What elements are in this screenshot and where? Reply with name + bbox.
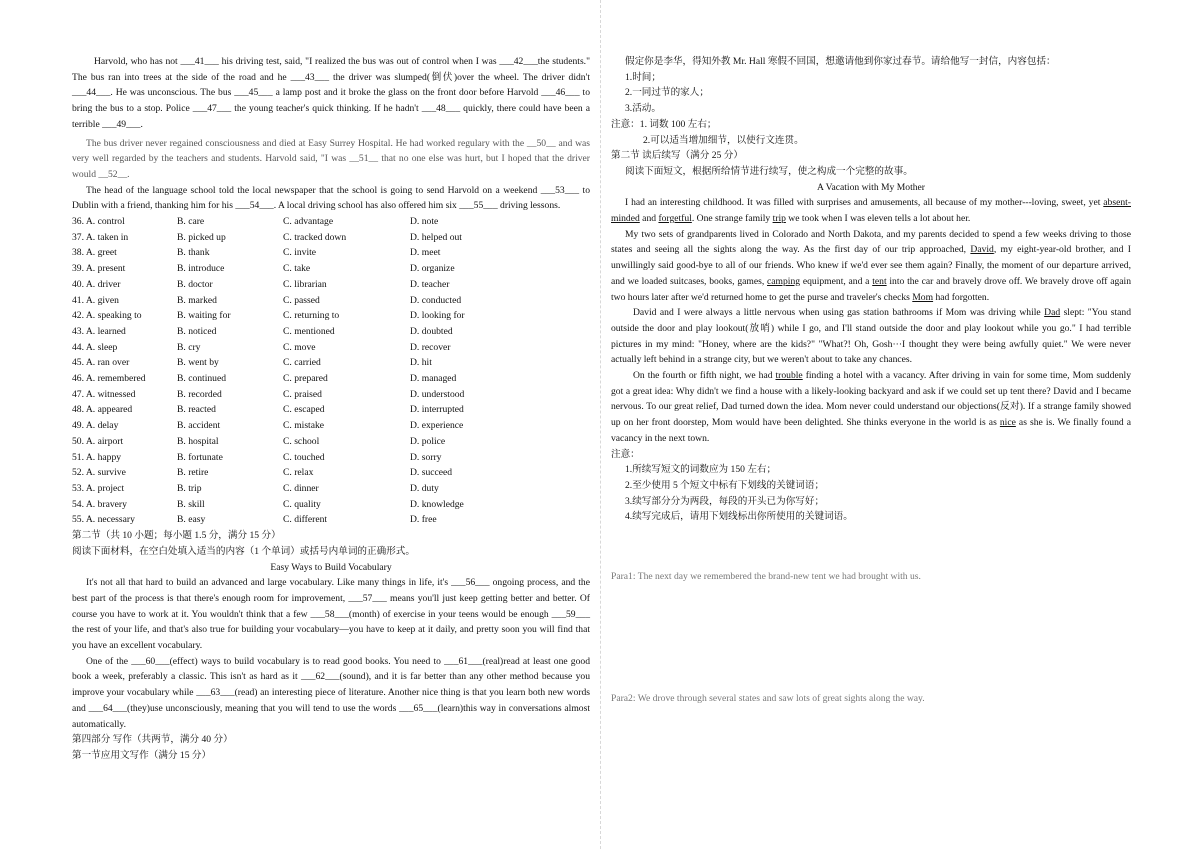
option-row xyxy=(72,418,590,434)
notes-heading: 注意： xyxy=(611,448,640,460)
text-run: as she is. We finally found a vacancy in the next town. xyxy=(611,417,1131,444)
option-cell: C. invite xyxy=(283,247,317,259)
text-run: had forgotten. xyxy=(933,291,990,303)
cloze-paragraph-1: Harvold, who has not ___41___ his driving test, said, "I realized the bus was out of control when I was ___42___the students." The bus ran into trees at the side of the road and he ___43___ the driver was slumped(倒伏)over the wheel. The driver didn't ___44___. He was unconscious. The bus ___45___ a lamp post and it broke the glass on the front door before Harvold ___46___ to bring the bus to a stop. Police ___47___ the young teacher's quick thinking. If he hadn't ___48___ quickly, there could have been a terrible ___49___. xyxy=(72,56,590,130)
section2-heading: 第二节（共 10 小题；每小题 1.5 分，满分 15 分） xyxy=(72,530,281,542)
option-cell: C. passed xyxy=(283,294,320,306)
option-cell: D. knowledge xyxy=(410,498,464,510)
keyword-nice: nice xyxy=(999,417,1016,429)
option-cell: B. retire xyxy=(177,467,209,479)
cloze-options-table xyxy=(72,214,590,528)
keyword-dad: Dad xyxy=(1044,307,1061,319)
option-cell: 36. A. control xyxy=(72,216,125,228)
keyword-trouble: trouble xyxy=(775,370,803,382)
option-cell: 52. A. survive xyxy=(72,467,126,479)
option-cell: C. praised xyxy=(283,388,322,400)
part4-heading: 第四部分 写作（共两节，满分 40 分） xyxy=(72,734,233,746)
option-cell: C. move xyxy=(283,341,316,353)
option-row xyxy=(72,450,590,466)
option-row xyxy=(72,387,590,403)
option-cell: C. touched xyxy=(283,451,325,463)
text-run: finding a hotel with a vacancy. After driving in vain for some time, Mom suddenly got a great idea: Why didn't we find a house with a likely-looking backyard and ask if we could set up tent there? David and I became nervous. To our great relief, Dad turned down the idea. Mom never could understand our objections(反对). If a strange family showed up on her front doorstep, Mom would have been delighted. She thinks everyone in the world is as xyxy=(611,370,1131,429)
option-row xyxy=(72,308,590,324)
option-cell: 43. A. learned xyxy=(72,325,126,337)
option-cell: D. recover xyxy=(410,341,451,353)
text-run: into the car and bravely drove off. We bravely drove off again two hours later after we'd returned home to get the purse and traveler's checks xyxy=(611,275,1131,303)
option-cell: D. succeed xyxy=(410,467,453,479)
text-run: , my eight-year-old brother, and I unwillingly said good-bye to all of our friends. Who knew if we'd ever see them again? Finally, the moment of our departure arrived, and we loaded suitcases, books, games, xyxy=(611,244,1131,287)
story-title: A Vacation with My Mother xyxy=(816,181,925,193)
letter-prompt: 假定你是李华，得知外教 Mr. Hall 寒假不回国，想邀请他到你家过春节。请给他写一封信，内容包括： xyxy=(625,56,1056,67)
option-cell: 48. A. appeared xyxy=(72,404,133,416)
cloze-paragraph-2: The bus driver never regained consciousness and died at Easy Surrey Hospital. He had worked regulary with the __50__ and was very well regarded by the teachers and students. Harvold said, "I was __51__ that no one else was hurt, but I hoped that the driver would __52__. xyxy=(72,137,590,180)
option-cell: 49. A. delay xyxy=(72,420,119,432)
option-cell: C. prepared xyxy=(283,373,328,385)
section2-instructions: 阅读下面材料，在空白处填入适当的内容（1 个单词）或括号内单词的正确形式。 xyxy=(72,545,415,557)
option-cell: B. trip xyxy=(177,482,202,494)
para1-starter: Para1: The next day we remembered the brand-new tent we had brought with us. xyxy=(611,571,921,583)
option-cell: 54. A. bravery xyxy=(72,498,127,510)
option-row xyxy=(72,402,590,418)
vocab-paragraph-2: One of the ___60___(effect) ways to build vocabulary is to read good books. You need to ___61___(real)read at least one good book a week, preferably a classic. This isn't as hard as it ___62___(sound), and it is far better than any other method because you improve your vocabulary while ___63___(read) an interesting piece of literature. Another nice thing is that you learn both new words and ___64___(they)use unconsciously, meaning that you will tend to use the words ___65___(learn)this way in conversations almost automatically. xyxy=(72,655,590,730)
option-cell: B. introduce xyxy=(177,263,225,275)
option-cell: B. easy xyxy=(177,514,206,526)
text-run: On the fourth or fifth night, we had xyxy=(633,370,776,382)
option-cell: B. fortunate xyxy=(177,451,223,463)
option-cell: D. doubted xyxy=(410,325,453,337)
option-cell: C. quality xyxy=(283,498,321,510)
note-item-3: 3.续写部分分为两段，每段的开头已为你写好； xyxy=(625,495,825,507)
text-run: equipment, and a xyxy=(800,275,873,287)
story-paragraph-1 xyxy=(611,195,1131,226)
option-cell: B. went by xyxy=(177,357,219,369)
option-cell: B. reacted xyxy=(177,404,216,416)
note-word-count: 注意：1. 词数 100 左右； xyxy=(611,118,717,130)
option-cell: D. teacher xyxy=(410,278,450,290)
option-cell: 53. A. project xyxy=(72,482,125,494)
cloze-paragraph-3: The head of the language school told the local newspaper that the school is going to send Harvold on a weekend ___53___ to Dublin with a friend, thanking him for his ___54___. A local driving school has also offered him six ___55___ driving lessons. xyxy=(72,184,590,212)
option-cell: C. returning to xyxy=(283,310,340,322)
keyword-mom: Mom xyxy=(912,291,934,303)
option-cell: D. meet xyxy=(410,247,441,259)
option-cell: B. noticed xyxy=(177,325,217,337)
option-cell: D. managed xyxy=(410,373,457,385)
option-cell: B. cry xyxy=(177,341,201,353)
option-cell: D. looking for xyxy=(410,310,465,322)
option-cell: D. experience xyxy=(410,420,464,432)
option-cell: D. police xyxy=(410,435,446,447)
note-details: 2.可以适当增加细节，以使行文连贯。 xyxy=(643,134,804,146)
option-row xyxy=(72,230,590,246)
option-cell: D. helped out xyxy=(410,231,462,243)
keyword-tent: tent xyxy=(872,275,887,287)
option-cell: C. advantage xyxy=(283,216,334,228)
option-row xyxy=(72,324,590,340)
option-cell: B. skill xyxy=(177,498,205,510)
keyword-david: David xyxy=(970,244,994,256)
option-cell: 41. A. given xyxy=(72,294,119,306)
story-paragraph-3 xyxy=(611,305,1131,368)
option-cell: D. note xyxy=(410,216,439,228)
vocab-article-title: Easy Ways to Build Vocabulary xyxy=(270,561,392,573)
option-cell: C. take xyxy=(283,263,311,275)
option-cell: 51. A. happy xyxy=(72,451,122,463)
option-cell: D. understood xyxy=(410,388,465,400)
option-cell: 38. A. greet xyxy=(72,247,117,259)
option-cell: C. relax xyxy=(283,467,314,479)
note-item-1: 1.所续写短文的词数应为 150 左右； xyxy=(625,464,777,476)
option-row xyxy=(72,434,590,450)
option-cell: C. different xyxy=(283,514,328,526)
prompt-item-1: 1.时间； xyxy=(625,71,661,83)
option-cell: B. accident xyxy=(177,420,221,432)
option-cell: D. sorry xyxy=(410,451,442,463)
note-item-2: 2.至少使用 5 个短文中标有下划线的关键词语； xyxy=(625,479,825,491)
option-cell: 55. A. necessary xyxy=(72,514,135,526)
option-cell: B. care xyxy=(177,216,205,228)
text-run: David and I were always a little nervous when using gas station bathrooms if Mom was driving while xyxy=(633,307,1045,319)
option-cell: 45. A. ran over xyxy=(72,357,130,369)
keyword-trip: trip xyxy=(772,213,786,225)
option-row xyxy=(72,481,590,497)
option-row xyxy=(72,497,590,513)
note-item-4: 4.续写完成后，请用下划线标出你所使用的关键词语。 xyxy=(625,511,853,523)
keyword-absent-minded: absent-minded xyxy=(611,197,1131,225)
text-run: I had an interesting childhood. It was filled with surprises and amusements, all because of my mother---loving, sweet, yet xyxy=(625,197,1104,209)
right-column xyxy=(611,54,1131,707)
option-cell: C. mentioned xyxy=(283,325,335,337)
option-cell: D. organize xyxy=(410,263,455,275)
option-cell: B. recorded xyxy=(177,388,222,400)
option-cell: C. librarian xyxy=(283,278,327,290)
option-row xyxy=(72,371,590,387)
option-cell: B. doctor xyxy=(177,278,213,290)
option-cell: D. interrupted xyxy=(410,404,464,416)
text-run: slept: "You stand outside the door and play lookout(放哨) while I go, and I'll stand outside the door and play lookout while you go." I had terrible pictures in my mind: "Honey, where are the kids?" "What?! Oh, Gosh···I thought they were being awfully quiet." We were never actually left behind in a strange city, but we weren't about to take any chances. xyxy=(611,307,1131,366)
option-cell: C. escaped xyxy=(283,404,325,416)
option-row xyxy=(72,214,590,230)
prompt-item-3: 3.活动。 xyxy=(625,103,661,115)
text-run: and xyxy=(639,213,659,225)
option-cell: 47. A. witnessed xyxy=(72,388,136,400)
option-cell: 39. A. present xyxy=(72,263,126,275)
option-cell: B. continued xyxy=(177,373,227,385)
column-divider xyxy=(600,0,601,849)
story-paragraph-4 xyxy=(611,368,1131,447)
option-cell: C. dinner xyxy=(283,482,319,494)
option-cell: B. thank xyxy=(177,247,210,259)
left-column xyxy=(72,54,590,764)
section2-instructions-right: 阅读下面短文，根据所给情节进行续写，使之构成一个完整的故事。 xyxy=(625,165,913,177)
option-row xyxy=(72,512,590,528)
option-row xyxy=(72,465,590,481)
keyword-camping: camping xyxy=(767,275,801,287)
option-cell: 37. A. taken in xyxy=(72,231,129,243)
option-row xyxy=(72,340,590,356)
option-cell: C. school xyxy=(283,435,320,447)
option-row xyxy=(72,293,590,309)
text-run: My two sets of grandparents lived in Colorado and North Dakota, and my parents decided to spend a few weeks driving to those states and seeing all the sights along the way. As the first day of our trip approached, xyxy=(611,228,1131,256)
option-row xyxy=(72,277,590,293)
para2-starter: Para2: We drove through several states and saw lots of great sights along the way. xyxy=(611,692,925,704)
option-cell: B. picked up xyxy=(177,231,226,243)
section1-heading: 第一节应用文写作（满分 15 分） xyxy=(72,749,212,761)
option-row xyxy=(72,261,590,277)
option-cell: C. carried xyxy=(283,357,321,369)
option-cell: D. hit xyxy=(410,357,432,369)
option-cell: D. free xyxy=(410,514,437,526)
option-cell: D. duty xyxy=(410,482,439,494)
option-cell: 46. A. remembered xyxy=(72,373,146,385)
story-paragraph-2 xyxy=(611,227,1131,306)
option-cell: B. waiting for xyxy=(177,310,231,322)
text-run: . One strange family xyxy=(691,213,773,225)
option-cell: 50. A. airport xyxy=(72,435,124,447)
option-cell: B. hospital xyxy=(177,435,219,447)
vocab-paragraph-1: It's not all that hard to build an advanced and large vocabulary. Like many things in life, it's ___56___ ongoing process, and the best part of the process is that there's enough room for improvement, ___57___ means you'll just keep getting better and better. Of course you have to work at it. You wouldn't think that a few ___58___(month) of exercise in your teens would be enough ___59___ the rest of your life, and that's also true for building your vocabulary—you have to keep at it daily, and pretty soon you will find that you have an excellent vocabulary. xyxy=(72,577,590,652)
option-cell: C. tracked down xyxy=(283,231,347,243)
keyword-forgetful: forgetful xyxy=(658,213,692,225)
prompt-item-2: 2.一同过节的家人； xyxy=(625,87,709,99)
option-cell: C. mistake xyxy=(283,420,325,432)
option-row xyxy=(72,245,590,261)
option-row xyxy=(72,355,590,371)
option-cell: D. conducted xyxy=(410,294,462,306)
option-cell: 44. A. sleep xyxy=(72,341,118,353)
option-cell: 42. A. speaking to xyxy=(72,310,142,322)
text-run: we took when I was eleven tells a lot about her. xyxy=(785,213,971,225)
section2-heading-right: 第二节 读后续写（满分 25 分） xyxy=(611,150,743,162)
option-cell: B. marked xyxy=(177,294,217,306)
option-cell: 40. A. driver xyxy=(72,278,121,290)
